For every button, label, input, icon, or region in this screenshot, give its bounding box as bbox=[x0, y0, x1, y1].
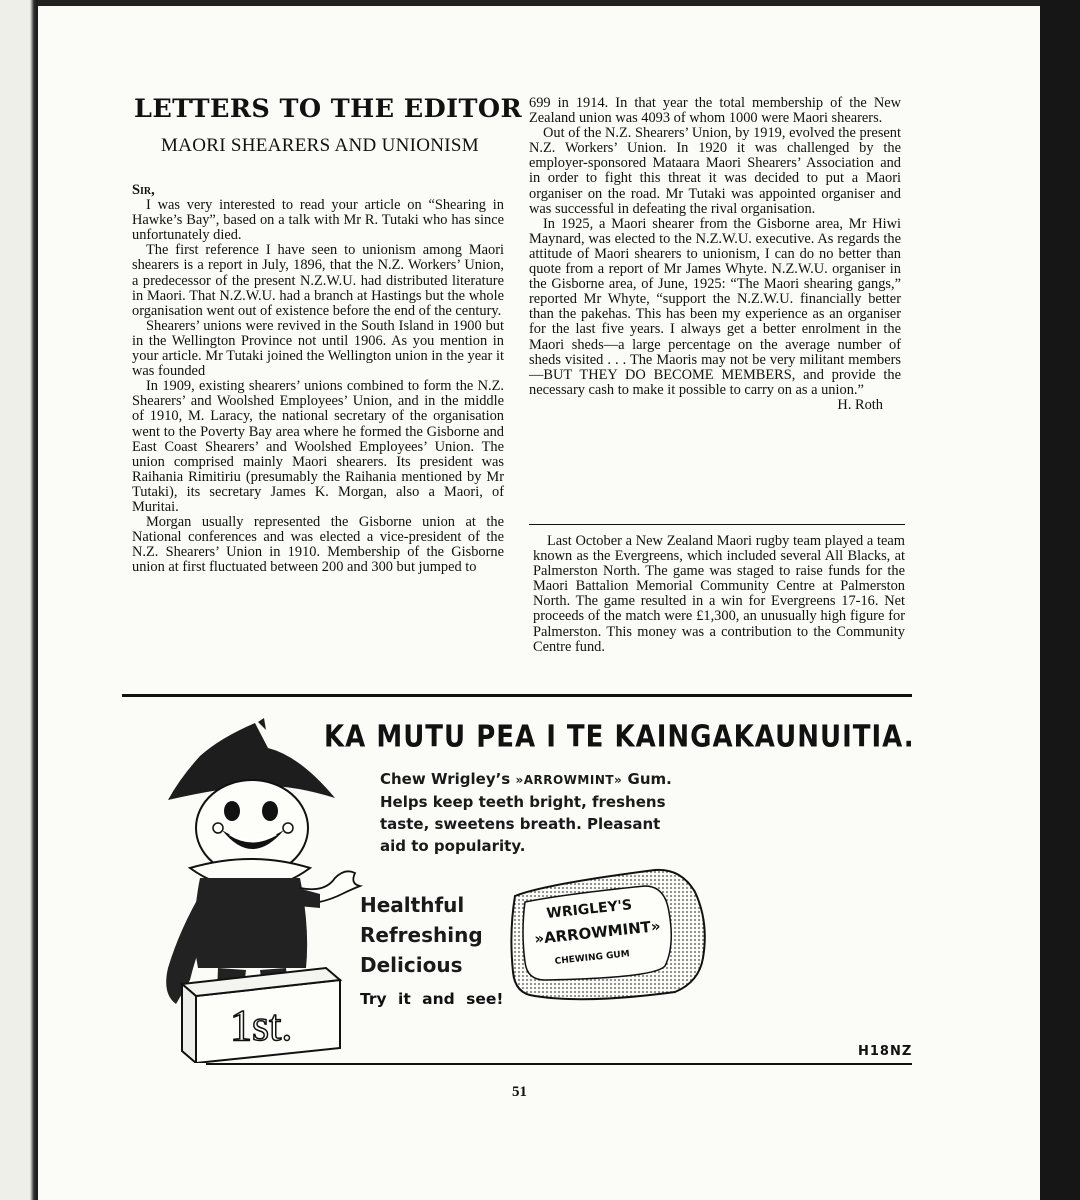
first-place-box bbox=[182, 968, 340, 1063]
quality-item: Healthful bbox=[360, 893, 465, 917]
rugby-note-text: Last October a New Zealand Maori rugby team played a team known as the Evergreens, which included several All Blacks, at Palmerston North. The game was staged to raise funds for the Maori Battalion Memorial Community Centre at Palmerston North. The game resulted in a win for Evergreens 17-16. Net proceeds of the match were £1,300, an unusually high figure for Palmerston. This money was a contribution to the Community Centre fund. bbox=[533, 533, 905, 655]
rugby-note bbox=[533, 534, 905, 655]
ad-copy-pre: Chew Wrigley’s bbox=[380, 770, 516, 788]
ad-code: H18NZ bbox=[858, 1044, 913, 1059]
scan-right-edge bbox=[1040, 0, 1080, 1200]
letter-column-left bbox=[132, 183, 504, 575]
letter-signature: H. Roth bbox=[837, 396, 883, 413]
salutation: Sir, bbox=[132, 182, 155, 198]
ad-bottom-rule bbox=[206, 1063, 912, 1065]
quality-item: Refreshing bbox=[360, 923, 483, 947]
ad-headline: KA MUTU PEA I TE KAINGAKAUNUITIA. bbox=[324, 720, 915, 755]
pack-brand: WRIGLEY'S bbox=[545, 897, 633, 922]
letter-paragraph: Morgan usually represented the Gisborne union at the National conferences and was elected a vice-president of the N.Z. Shearers’ Union in 1910. Membership of the Gisborne union at first fluctuated between 200 and 300 but jumped to bbox=[132, 514, 504, 576]
letter-paragraph: Out of the N.Z. Shearers’ Union, by 1919, evolved the present N.Z. Workers’ Union. In 1920 it was challenged by the employer-sponsored Mataara Maori Shearers’ Association and in order to fight this threat it was decided to put a Maori organiser on the road. Mr Tutaki was appointed organiser and was successful in defeating the rival organisation. bbox=[529, 125, 901, 217]
pack-name: »ARROWMINT» bbox=[533, 916, 662, 948]
letter-column-right bbox=[529, 96, 901, 413]
letters-headline: LETTERS TO THE EDITOR bbox=[134, 94, 523, 124]
try-it-tagline: Try it and see! bbox=[360, 990, 504, 1008]
elf-mascot-illustration bbox=[160, 718, 390, 1063]
ad-copy-post: Gum. Helps keep teeth bright, freshens taste, sweetens breath. Pleasant aid to popularity. bbox=[380, 770, 672, 855]
box-label: 1st. bbox=[230, 1001, 293, 1050]
letter-paragraph: The first reference I have seen to unionism among Maori shearers is a report in July, 1896, that the N.Z. Workers’ Union, a predecessor of the present N.Z.W.U. had distributed literature in Maori. That N.Z.W.U. had a branch at Hastings but the whole organisation went out of existence before the end of the century. bbox=[132, 242, 504, 319]
ad-copy bbox=[380, 768, 680, 857]
page-number: 51 bbox=[512, 1084, 527, 1100]
letter-paragraph: In 1925, a Maori shearer from the Gisborne area, Mr Hiwi Maynard, was elected to the N.Z.W.U. executive. As regards the attitude of Maori shearers to unionism, I can do no better than quote from a report of Mr James Whyte. N.Z.W.U. organiser in the Gisborne area, of June, 1925: “The Maori shearing gangs,” reported Mr Whyte, “support the N.Z.W.U. financially better than the pakehas. This has been my experience as an organiser for the last five years. I always get a better enrolment in the Maori sheds—a large percentage on the average number of sheds visited . . . The Maoris may not be very militant members—BUT THEY DO BECOME MEMBERS, and provide the necessary cash to make it possible to carry on as a union.” bbox=[529, 215, 901, 398]
letter-paragraph: Shearers’ unions were revived in the South Island in 1900 but in the Wellington Province not until 1906. As you mention in your article. Mr Tutaki joined the Wellington union in the year it was founded bbox=[132, 317, 504, 380]
binding-gutter bbox=[0, 0, 38, 1200]
ad-top-rule bbox=[122, 694, 912, 697]
arrowmint-brand: »ARROWMINT» bbox=[515, 773, 623, 787]
column-divider bbox=[529, 524, 905, 525]
letter-paragraph: In 1909, existing shearers’ unions combined to form the N.Z. Shearers’ and Woolshed Employees’ Union, and in the middle of 1910, M. Laracy, the national secretary of the organisation went to the Poverty Bay area where he formed the Gisborne and East Coast Shearers’ and Woolshed Employees’ Union. The union comprised mainly Maori shearers. Its president was Raihania Rimitiriu (presumably the Raihania mentioned by Mr Tutaki), its secretary James K. Morgan, also a Maori, of Muritai. bbox=[132, 378, 504, 515]
pack-type: CHEWING GUM bbox=[554, 949, 631, 967]
quality-item: Delicious bbox=[360, 953, 463, 977]
letter-subhead: MAORI SHEARERS AND UNIONISM bbox=[161, 135, 479, 156]
gum-pack-illustration bbox=[505, 862, 715, 1002]
letter-paragraph: 699 in 1914. In that year the total membership of the New Zealand union was 4093 of whom 1000 were Maori shearers. bbox=[529, 95, 901, 127]
letter-paragraph: I was very interested to read your article on “Shearing in Hawke’s Bay”, based on a talk with Mr R. Tutaki who has since unfortunately died. bbox=[132, 197, 504, 244]
